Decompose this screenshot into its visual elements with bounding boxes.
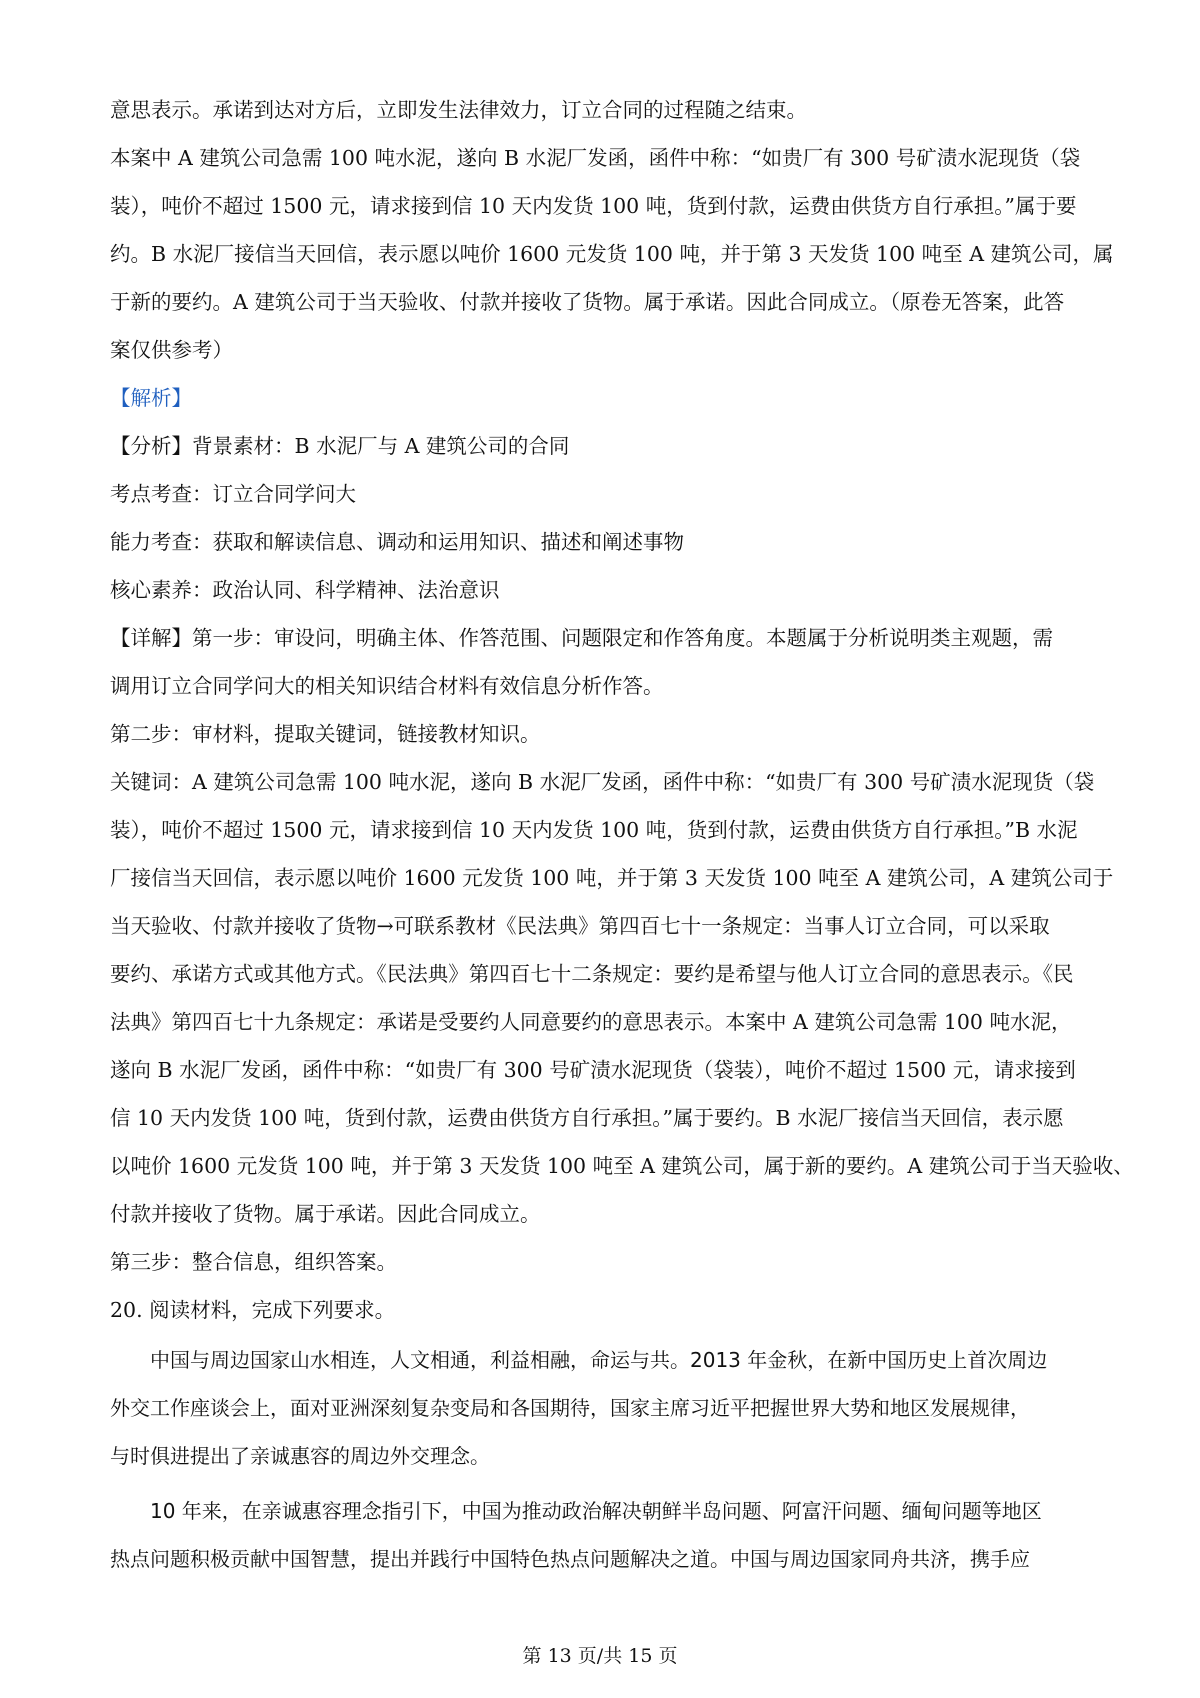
text-line: 装），吨价不超过 1500 元，请求接到信 10 天内发货 100 吨，货到付款，运费由供货方自行承担。”属于要 — [110, 194, 1077, 218]
text-line: 【分析】背景素材：B 水泥厂与 A 建筑公司的合同 — [110, 434, 570, 458]
page-content — [110, 92, 1134, 1580]
material-line: 热点问题积极贡献中国智慧，提出并践行中国特色热点问题解决之道。中国与周边国家同舟共济，携手应 — [110, 1547, 1030, 1571]
material-paragraph-2 — [110, 1491, 1095, 1580]
material-line: 外交工作座谈会上，面对亚洲深刻复杂变局和各国期待，国家主席习近平把握世界大势和地区发展规律， — [110, 1396, 1030, 1420]
page-footer: 第 13 页/共 15 页 — [522, 1645, 678, 1667]
text-line: 意思表示。承诺到达对方后，立即发生法律效力，订立合同的过程随之结束。 — [110, 98, 807, 122]
text-line: 考点考查：订立合同学问大 — [110, 482, 356, 506]
text-line: 当天验收、付款并接收了货物→可联系教材《民法典》第四百七十一条规定：当事人订立合同，可以采取 — [110, 914, 1050, 938]
answer-paragraph — [110, 92, 1114, 380]
text-line: 第三步：整合信息，组织答案。 — [110, 1250, 397, 1274]
text-line: 遂向 B 水泥厂发函，函件中称：“如贵厂有 300 号矿渍水泥现货（袋装），吨价不超过 1500 元，请求接到 — [110, 1058, 1076, 1082]
material-line: 10 年来，在亲诚惠容理念指引下，中国为推动政治解决朝鲜半岛问题、阿富汗问题、缅甸问题等地区 — [110, 1499, 1042, 1523]
text-line: 信 10 天内发货 100 吨，货到付款，运费由供货方自行承担。”属于要约。B 水泥厂接信当天回信，表示愿 — [110, 1106, 1064, 1130]
text-line: 约。B 水泥厂接信当天回信，表示愿以吨价 1600 元发货 100 吨，并于第 3 天发货 100 吨至 A 建筑公司，属 — [110, 242, 1114, 266]
text-line: 法典》第四百七十九条规定：承诺是受要约人同意要约的意思表示。本案中 A 建筑公司急需 100 吨水泥， — [110, 1010, 1072, 1034]
text-line: 本案中 A 建筑公司急需 100 吨水泥，遂向 B 水泥厂发函，函件中称：“如贵厂有 300 号矿渍水泥现货（袋 — [110, 146, 1081, 170]
text-line: 能力考查：获取和解读信息、调动和运用知识、描述和阐述事物 — [110, 530, 684, 554]
material-line: 与时俱进提出了亲诚惠容的周边外交理念。 — [110, 1444, 490, 1468]
text-line: 于新的要约。A 建筑公司于当天验收、付款并接收了货物。属于承诺。因此合同成立。（原卷无答案，此答 — [110, 290, 1065, 314]
text-line: 关键词：A 建筑公司急需 100 吨水泥，遂向 B 水泥厂发函，函件中称：“如贵厂有 300 号矿渍水泥现货（袋 — [110, 770, 1095, 794]
text-line: 厂接信当天回信，表示愿以吨价 1600 元发货 100 吨，并于第 3 天发货 100 吨至 A 建筑公司，A 建筑公司于 — [110, 866, 1114, 890]
text-line: 调用订立合同学问大的相关知识结合材料有效信息分析作答。 — [110, 674, 664, 698]
text-line: 以吨价 1600 元发货 100 吨，并于第 3 天发货 100 吨至 A 建筑公司，属于新的要约。A 建筑公司于当天验收、 — [110, 1154, 1134, 1178]
text-line: 装），吨价不超过 1500 元，请求接到信 10 天内发货 100 吨，货到付款，运费由供货方自行承担。”B 水泥 — [110, 818, 1078, 842]
analysis-label: 【解析】 — [110, 386, 192, 410]
text-line: 【详解】第一步：审设问，明确主体、作答范围、问题限定和作答角度。本题属于分析说明类主观题，需 — [110, 626, 1053, 650]
material-line: 中国与周边国家山水相连，人文相通，利益相融，命运与共。2013 年金秋，在新中国历史上首次周边 — [110, 1348, 1048, 1372]
text-line: 付款并接收了货物。属于承诺。因此合同成立。 — [110, 1202, 541, 1226]
text-line: 案仅供参考） — [110, 338, 233, 362]
text-line: 核心素养：政治认同、科学精神、法治意识 — [110, 578, 500, 602]
question-heading: 20. 阅读材料，完成下列要求。 — [110, 1298, 396, 1322]
material-paragraph-1 — [110, 1340, 1095, 1491]
text-line: 第二步：审材料，提取关键词，链接教材知识。 — [110, 722, 541, 746]
analysis-section — [110, 428, 1134, 1292]
text-line: 要约、承诺方式或其他方式。《民法典》第四百七十二条规定：要约是希望与他人订立合同的意思表示。《民 — [110, 962, 1074, 986]
